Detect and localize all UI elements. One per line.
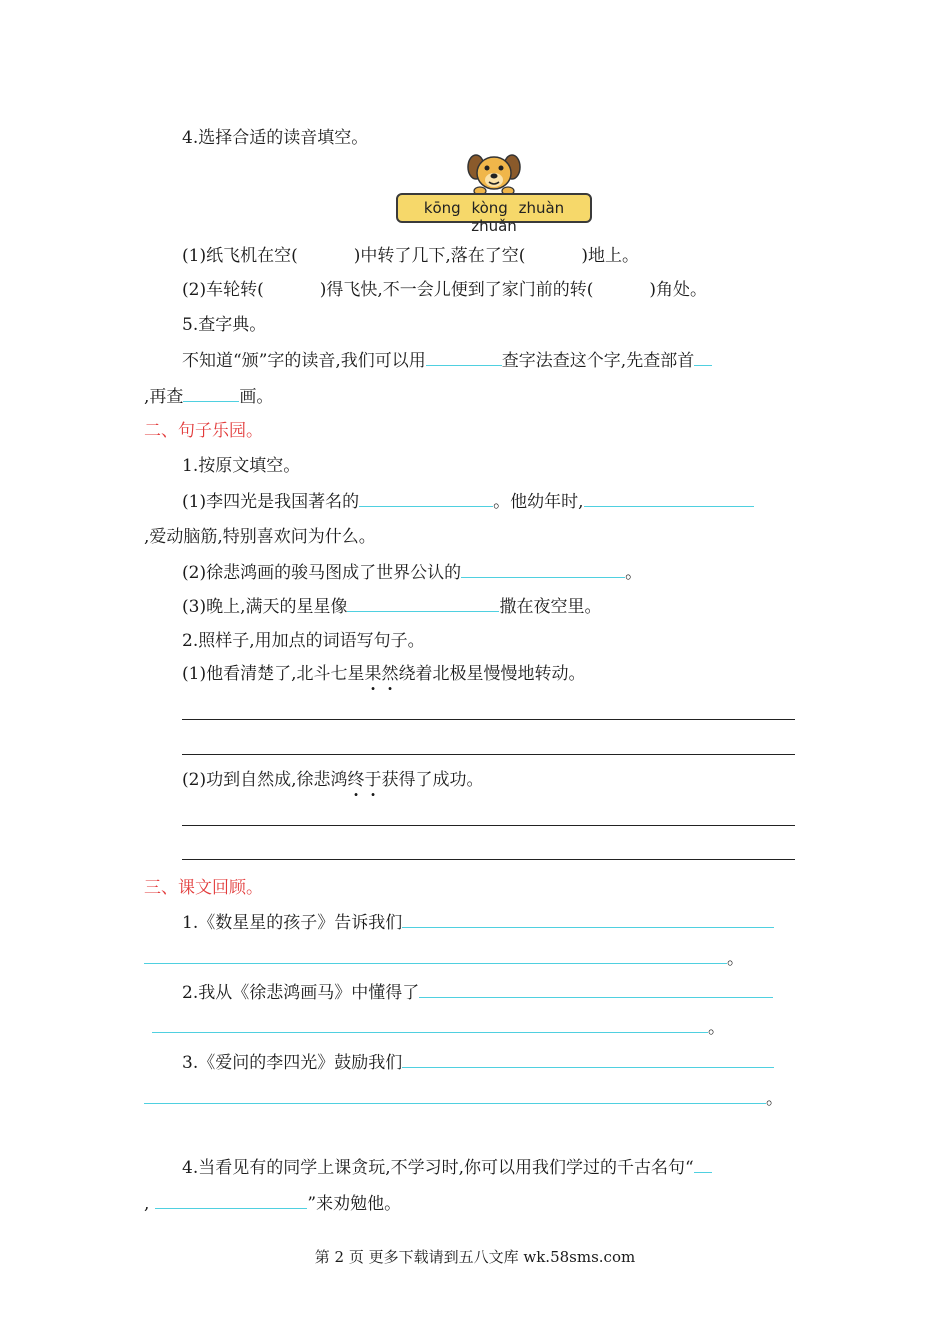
- section-2-q2-1: (1)他看清楚了,北斗七星果然绕着北极星慢慢地转动。: [182, 664, 586, 684]
- section-3-q3-cont: 。: [144, 1086, 783, 1111]
- writing-line[interactable]: [182, 859, 795, 860]
- question-4-title: 4.选择合适的读音填空。: [182, 128, 369, 148]
- section-3-q1: 1.《数星星的孩子》告诉我们: [182, 910, 774, 935]
- section-3-q1-cont: 。: [144, 946, 744, 971]
- question-4-sentence-1: (1)纸飞机在空( )中转了几下,落在了空( )地上。: [182, 246, 640, 266]
- section-2-title: 二、句子乐园。: [144, 421, 263, 441]
- answer-blank[interactable]: [694, 1155, 712, 1173]
- section-2-q2-title: 2.照样子,用加点的词语写句子。: [182, 631, 425, 651]
- question-5-line-2: ,再查 画。: [144, 384, 273, 409]
- pinyin-options-box: [396, 193, 592, 235]
- section-3-title: 三、课文回顾。: [144, 878, 263, 898]
- answer-blank[interactable]: [183, 384, 239, 402]
- writing-line[interactable]: [182, 754, 795, 755]
- section-3-q3: 3.《爱问的李四光》鼓励我们: [182, 1050, 774, 1075]
- answer-blank[interactable]: [152, 1015, 708, 1033]
- answer-blank[interactable]: [402, 1050, 774, 1068]
- section-2-q2-2: (2)功到自然成,徐悲鸿终于获得了成功。: [182, 770, 484, 790]
- writing-line[interactable]: [182, 825, 795, 826]
- answer-blank[interactable]: [694, 348, 712, 366]
- answer-blank[interactable]: [359, 489, 493, 507]
- answer-blank[interactable]: [144, 1086, 766, 1104]
- answer-blank[interactable]: [419, 980, 773, 998]
- section-3-q4: 4.当看见有的同学上课贪玩,不学习时,你可以用我们学过的千古名句“: [182, 1155, 712, 1180]
- question-5-title: 5.查字典。: [182, 315, 267, 335]
- section-3-q2-cont: 。: [152, 1015, 725, 1040]
- answer-blank[interactable]: [402, 910, 774, 928]
- answer-blank[interactable]: [584, 489, 754, 507]
- section-3-q2: 2.我从《徐悲鸿画马》中懂得了: [182, 980, 773, 1005]
- answer-blank[interactable]: [347, 594, 499, 612]
- answer-blank[interactable]: [155, 1191, 307, 1209]
- section-2-q1-1: (1)李四光是我国著名的 。他幼年时,: [182, 489, 754, 514]
- page-footer: 第 2 页 更多下载请到五八文库 wk.58sms.com: [314, 1248, 636, 1266]
- answer-blank[interactable]: [426, 348, 502, 366]
- question-4-sentence-2: (2)车轮转( )得飞快,不一会儿便到了家门前的转( )角处。: [182, 280, 708, 300]
- dog-icon: [466, 153, 522, 197]
- writing-line[interactable]: [182, 719, 795, 720]
- answer-blank[interactable]: [461, 560, 625, 578]
- section-2-q1-3: (3)晚上,满天的星星像 撒在夜空里。: [182, 594, 601, 619]
- section-2-q1-2: (2)徐悲鸿画的骏马图成了世界公认的 。: [182, 560, 642, 585]
- section-2-q1-title: 1.按原文填空。: [182, 456, 301, 476]
- section-3-q4-cont: , ”来劝勉他。: [144, 1191, 401, 1216]
- section-2-q1-1-cont: ,爱动脑筋,特别喜欢问为什么。: [144, 527, 376, 547]
- answer-blank[interactable]: [144, 946, 727, 964]
- pinyin-options: kōng kòng zhuàn zhuǎn: [423, 199, 565, 235]
- question-5-line-1: 不知道“颁”字的读音,我们可以用 查字法查这个字,先查部首: [182, 348, 712, 373]
